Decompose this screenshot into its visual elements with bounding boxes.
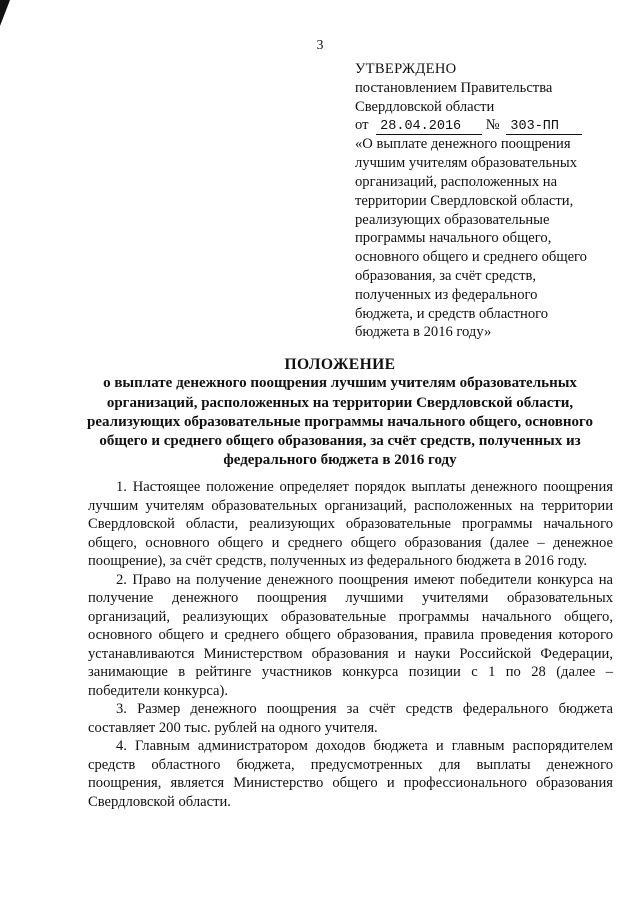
approval-number-label: № xyxy=(485,117,500,134)
document-body xyxy=(88,478,613,811)
approval-title-line: организаций, расположенных на xyxy=(355,173,558,190)
paragraph-4: 4. Главным администратором доходов бюджета и главным распорядителем средств областного бюджета, предусмотренных для выплаты денежного поощрения, является Министерство общего и профессионального образования Свердловской области. xyxy=(88,738,613,810)
document-subtitle-line: общего и среднего общего образования, за счёт средств, полученных из xyxy=(99,433,581,450)
approval-title-line: полученных из федерального xyxy=(355,286,538,303)
approval-block xyxy=(355,60,617,342)
document-subtitle-line: организаций, расположенных на территории Свердловской области, xyxy=(106,394,574,411)
approval-title-line: бюджета в 2016 году» xyxy=(355,324,492,341)
approval-date-number-line xyxy=(355,116,617,135)
document-subtitle-line: реализующих образовательные программы начального общего, основного xyxy=(87,413,593,430)
approval-title-line: «О выплате денежного поощрения xyxy=(355,136,571,153)
approval-title-line: бюджета, и средств областного xyxy=(355,305,549,322)
page-number: 3 xyxy=(316,38,324,53)
approval-line-1: постановлением Правительства xyxy=(355,79,553,96)
approval-heading: УТВЕРЖДЕНО xyxy=(355,61,457,77)
approval-title-line: образования, за счёт средств, xyxy=(355,267,537,284)
document-title: ПОЛОЖЕНИЕ xyxy=(284,356,396,373)
approval-title-line: реализующих образовательные xyxy=(355,211,550,228)
document-title-block xyxy=(60,355,620,471)
document-subtitle-line: о выплате денежного поощрения лучшим учителям образовательных xyxy=(103,375,577,392)
approval-date: 28.04.2016 xyxy=(376,119,482,135)
document-subtitle-line: федерального бюджета в 2016 году xyxy=(223,452,457,469)
approval-number: 303-ПП xyxy=(506,119,582,135)
approval-title-line: лучшим учителям образовательных xyxy=(355,155,578,172)
paragraph-3: 3. Размер денежного поощрения за счёт средств федерального бюджета составляет 200 тыс. рублей на одного учителя. xyxy=(88,701,613,736)
scan-corner-mark xyxy=(0,0,10,26)
approval-line-2: Свердловской области xyxy=(355,98,495,115)
approval-title-line: основного общего и среднего общего xyxy=(355,249,587,266)
approval-title-line: территории Свердловской области, xyxy=(355,192,574,209)
approval-title-line: программы начального общего, xyxy=(355,230,552,247)
approval-from-label: от xyxy=(355,117,369,134)
paragraph-2: 2. Право на получение денежного поощрения имеют победители конкурса на получение денежного поощрения лучшими учителями образовательных организаций, реализующих образовательные программы начального общего, основного общего и среднего общего образования, правила проведения которого устанавливаются Министерством образования и науки Российской Федерации, занимающие в рейтинге участников конкурса позиции с 1 по 28 (далее – победители конкурса). xyxy=(88,571,613,699)
paragraph-1: 1. Настоящее положение определяет порядок выплаты денежного поощрения лучшим учителям образовательных организаций, расположенных на территории Свердловской области, реализующих образовательные программы начального общего, основного общего и среднего общего образования (далее – денежное поощрение), за счёт средств, полученных из федерального бюджета в 2016 году. xyxy=(88,479,613,569)
